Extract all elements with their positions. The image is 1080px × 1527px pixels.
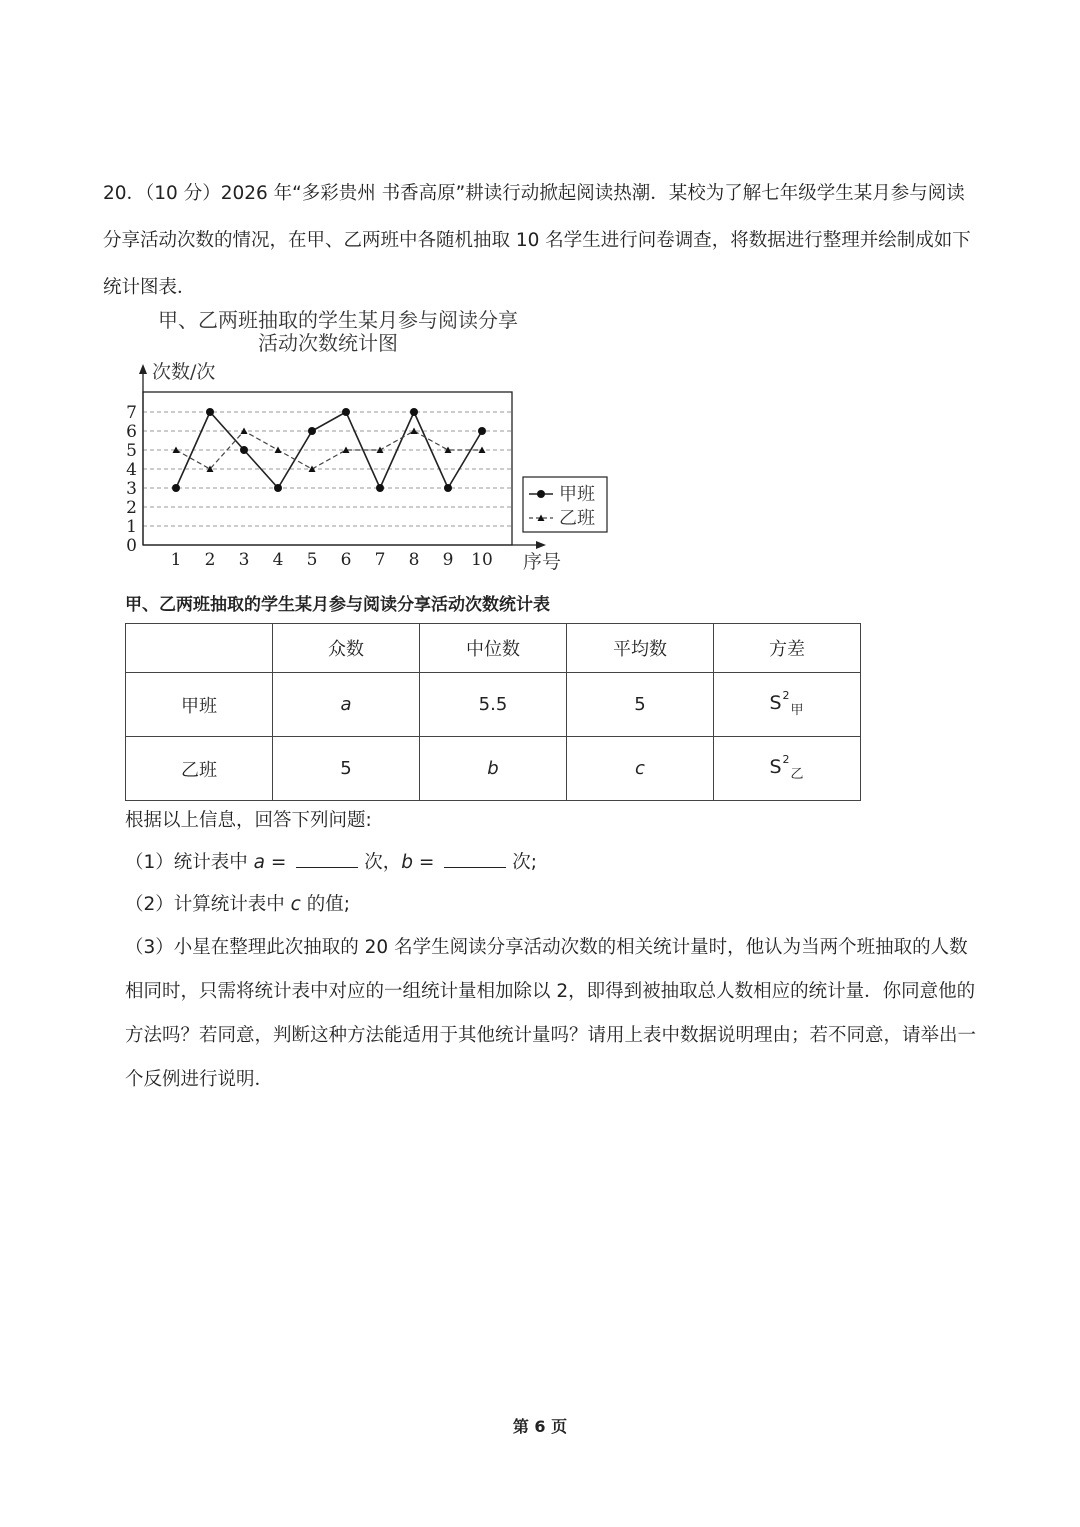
variance-subscript: 乙 xyxy=(790,766,805,782)
x-tick-label: 4 xyxy=(272,550,284,570)
legend-marker-jia xyxy=(537,490,545,498)
x-tick-label: 10 xyxy=(471,550,493,570)
header-cell: 众数 xyxy=(273,624,420,673)
var-b: b xyxy=(401,852,414,873)
question-1 xyxy=(125,842,985,884)
y-tick-label: 5 xyxy=(126,441,137,461)
y-tick-label: 4 xyxy=(126,460,137,480)
stats-table xyxy=(125,623,861,801)
q2-suffix: 的值; xyxy=(300,894,350,915)
chart-svg xyxy=(110,300,610,585)
row-label: 甲班 xyxy=(126,673,273,737)
y-tick-label: 0 xyxy=(126,536,137,556)
variance-symbol: S xyxy=(769,691,783,714)
q1-unit: 次; xyxy=(512,852,538,873)
table-row xyxy=(126,737,861,801)
x-tick-label: 6 xyxy=(340,550,352,570)
variance-symbol: S xyxy=(769,755,783,778)
header-cell xyxy=(126,624,273,673)
data-point-jia xyxy=(172,484,180,492)
x-tick-label: 2 xyxy=(204,550,216,570)
q1-eq: = xyxy=(265,852,293,873)
x-tick-label: 5 xyxy=(306,550,318,570)
data-point-jia xyxy=(240,446,248,454)
legend-label-yi: 乙班 xyxy=(559,508,595,529)
x-tick-label: 8 xyxy=(408,550,420,570)
questions-lead: 根据以上信息，回答下列问题: xyxy=(125,810,372,831)
variance-exponent: 2 xyxy=(782,753,791,767)
mean-cell: 5 xyxy=(567,673,714,737)
x-tick-label: 3 xyxy=(238,550,250,570)
table-row xyxy=(126,673,861,737)
variance-cell xyxy=(714,673,861,737)
data-point-jia xyxy=(444,484,452,492)
header-cell: 平均数 xyxy=(567,624,714,673)
y-tick-label: 7 xyxy=(126,403,137,423)
variance-exponent: 2 xyxy=(782,689,791,703)
legend-label-jia: 甲班 xyxy=(559,484,595,505)
q1-unit: 次， xyxy=(364,852,402,873)
y-tick-label: 2 xyxy=(126,498,137,518)
x-tick-label: 7 xyxy=(374,550,386,570)
table-header-row xyxy=(126,624,861,673)
problem-intro: 20．（10 分）2026 年“多彩贵州 书香高原”耕读行动掀起阅读热潮．某校为了解七年级学生某月参与阅读分享活动次数的情况，在甲、乙两班中各随机抽取 10 名学生进行问卷调查，将数据进行整理并绘制成如下统计图表． xyxy=(103,183,971,298)
x-tick-label: 9 xyxy=(442,550,454,570)
data-point-jia xyxy=(274,484,282,492)
median-cell: b xyxy=(420,737,567,801)
y-axis-label: 次数/次 xyxy=(152,361,216,383)
q2-prefix: （2）计算统计表中 xyxy=(125,894,291,915)
data-point-jia xyxy=(342,408,350,416)
chart-title-line1: 甲、乙两班抽取的学生某月参与阅读分享 xyxy=(158,308,518,332)
data-point-yi xyxy=(275,447,282,454)
x-axis-arrow xyxy=(536,541,546,549)
table-caption: 甲、乙两班抽取的学生某月参与阅读分享活动次数统计表 xyxy=(125,595,550,615)
data-point-jia xyxy=(410,408,418,416)
answer-blank-a[interactable] xyxy=(296,847,358,868)
y-tick-label: 3 xyxy=(126,479,137,499)
y-tick-label: 6 xyxy=(126,422,137,442)
median-cell: 5.5 xyxy=(420,673,567,737)
question-2 xyxy=(125,884,985,926)
header-cell: 中位数 xyxy=(420,624,567,673)
mode-cell: 5 xyxy=(273,737,420,801)
header-cell: 方差 xyxy=(714,624,861,673)
variance-cell xyxy=(714,737,861,801)
q1-prefix: （1）统计表中 xyxy=(125,852,254,873)
var-a: a xyxy=(253,852,265,873)
var-c: c xyxy=(290,894,301,915)
line-chart xyxy=(110,300,610,585)
y-axis-arrow xyxy=(139,364,147,374)
row-label: 乙班 xyxy=(126,737,273,801)
data-point-jia xyxy=(206,408,214,416)
chart-title-line2: 活动次数统计图 xyxy=(258,331,398,355)
x-axis-label: 序号 xyxy=(523,551,562,573)
data-point-jia xyxy=(478,427,486,435)
answer-blank-b[interactable] xyxy=(444,847,506,868)
variance-subscript: 甲 xyxy=(790,702,805,718)
page-number: 第 6 页 xyxy=(512,1417,568,1436)
q1-eq: = xyxy=(413,852,441,873)
mean-cell: c xyxy=(567,737,714,801)
questions xyxy=(125,800,985,1102)
question-3: （3）小星在整理此次抽取的 20 名学生阅读分享活动次数的相关统计量时，他认为当两个班抽取的人数相同时，只需将统计表中对应的一组统计量相加除以 2，即得到被抽取总人数相应的统计量．你同意他的方法吗？若同意，判断这种方法能适用于其他统计量吗？请用上表中数据说明理由；若不同意，请举出一个反例进行说明． xyxy=(125,937,977,1090)
data-point-jia xyxy=(308,427,316,435)
x-tick-label: 1 xyxy=(170,550,182,570)
mode-cell: a xyxy=(273,673,420,737)
y-tick-label: 1 xyxy=(126,517,137,537)
data-point-jia xyxy=(376,484,384,492)
problem-text xyxy=(103,170,983,311)
